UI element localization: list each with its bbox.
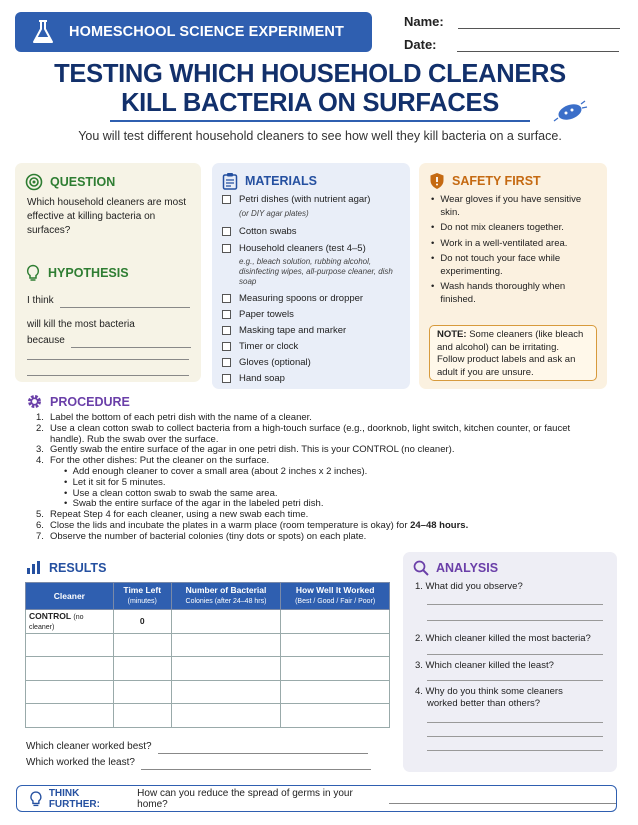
answer-line[interactable] [427,620,603,621]
hypothesis-blank-3[interactable] [27,359,189,360]
material-item[interactable] [222,373,402,385]
analysis-question-3: 3. Which cleaner killed the least? [415,660,554,671]
materials-list [222,194,402,385]
date-field[interactable] [404,37,619,52]
safety-item: • Wear gloves if you have sensitive skin. [431,194,601,219]
table-row [26,610,390,634]
note-label: NOTE: [437,329,467,340]
checkbox[interactable] [222,294,231,303]
title-underline [110,120,530,122]
best-cleaner-line[interactable] [158,743,368,754]
material-item[interactable] [222,293,402,305]
procedure-step: 4. For the other dishes: Put the cleaner on the surface. [36,455,270,467]
material-label: Petri dishes (with nutrient agar) [239,194,371,205]
safety-heading-label: SAFETY FIRST [452,174,541,188]
material-label: Gloves (optional) [239,357,311,368]
question-text: Which household cleaners are most effective at killing bacteria on surfaces? [27,197,186,236]
intro-text: You will test different household cleaners to see how well they kill bacteria on a surface. [78,129,562,143]
least-cleaner-field[interactable] [26,756,371,770]
procedure-substep: • Swab the entire surface of the agar in the labeled petri dish. [64,498,324,510]
material-label: Cotton swabs [239,226,297,237]
table-row[interactable] [26,657,390,681]
table-cell[interactable] [171,680,281,704]
question-panel [15,163,201,382]
note-text: Some cleaners (like bleach and alcohol) can be irritating. Follow product labels and ask an adult if you are unsure. [437,329,584,378]
col-header-cleaner: Cleaner [26,583,114,610]
table-cell[interactable] [281,657,390,681]
table-cell[interactable] [26,657,114,681]
bar-chart-icon [26,560,42,575]
material-label: Timer or clock [239,341,299,352]
page-title [0,60,620,118]
think-further-text: How can you reduce the spread of germs in your home? [137,787,353,810]
header-banner [15,12,372,52]
question-heading-label: QUESTION [50,175,116,189]
table-cell[interactable] [26,704,114,728]
checkbox[interactable] [222,244,231,253]
material-item[interactable] [222,325,402,337]
table-cell[interactable] [281,704,390,728]
answer-line[interactable] [427,604,603,605]
material-label: Measuring spoons or dropper [239,293,364,304]
hypothesis-line-2[interactable] [27,334,191,348]
table-cell[interactable] [113,633,171,657]
procedure-step: 6. Close the lids and incubate the plates in a warm place (room temperature is okay) for 24–48 hours. [36,519,469,531]
analysis-panel [403,552,617,772]
control-time-cell: 0 [113,610,171,634]
safety-heading [429,172,541,190]
lightbulb-icon [29,791,43,807]
material-item[interactable] [222,243,402,287]
date-label: Date: [404,37,437,52]
procedure-substep: • Add enough cleaner to cover a small area (about 2 inches x 2 inches). [64,465,368,477]
analysis-heading [413,560,498,576]
hypothesis-heading [25,264,129,282]
analysis-question-2: 2. Which cleaner killed the most bacteria? [415,633,591,644]
checkbox[interactable] [222,358,231,367]
table-cell[interactable] [281,633,390,657]
lightbulb-icon [25,264,41,282]
material-label: Paper towels [239,309,294,320]
will-kill-label: will kill the most bacteria [27,319,135,330]
shield-icon [429,172,445,190]
checkbox[interactable] [222,195,231,204]
table-cell[interactable] [281,680,390,704]
checkbox[interactable] [222,342,231,351]
checkbox[interactable] [222,326,231,335]
table-row[interactable] [26,680,390,704]
table-cell[interactable] [281,610,390,634]
safety-list [431,194,601,306]
material-label: Masking tape and marker [239,325,347,336]
target-icon [25,173,43,191]
procedure-heading-label: PROCEDURE [50,394,130,409]
think-further-box [16,785,617,812]
gear-icon [26,393,43,410]
answer-line[interactable] [427,736,603,737]
hypothesis-line-1[interactable] [27,294,190,308]
table-cell[interactable] [113,704,171,728]
materials-heading [222,172,317,190]
hypothesis-heading-label: HYPOTHESIS [48,266,129,280]
clipboard-icon [222,172,238,190]
name-label: Name: [404,14,444,29]
date-line[interactable] [457,40,619,52]
table-header-row [26,583,390,610]
material-item[interactable] [222,309,402,321]
material-label: Hand soap [239,373,285,384]
procedure-step: 2. Use a clean cotton swab to collect bacteria from a high-touch surface (e.g., doorknob, light switch, kitchen counter, or faucet handle). Rub the swab over the surface. [36,422,571,445]
analysis-question-4: 4. Why do you think some cleaners worked better than others? [415,686,563,709]
material-label: Household cleaners (test 4–5) [239,243,366,254]
col-header-time: Time Left (minutes) [113,583,171,610]
procedure-steps [36,413,596,543]
table-cell[interactable] [171,704,281,728]
materials-panel [212,163,410,389]
analysis-heading-label: ANALYSIS [436,561,499,575]
results-table [25,582,390,728]
control-cell: CONTROL (no cleaner) [26,610,114,634]
checkbox[interactable] [222,227,231,236]
table-cell[interactable] [171,657,281,681]
name-field[interactable] [404,14,620,29]
question-heading [25,173,115,191]
table-cell[interactable] [113,657,171,681]
table-cell[interactable] [171,610,281,634]
material-note: (or DIY agar plates) [239,209,309,218]
answer-line[interactable] [427,750,603,751]
answer-line[interactable] [427,654,603,655]
best-cleaner-field[interactable] [26,740,368,754]
col-header-rating: How Well It Worked (Best / Good / Fair / Poor) [281,583,390,610]
magnifier-icon [413,560,429,576]
procedure-heading [26,393,130,410]
results-heading-label: RESULTS [49,560,107,575]
material-note: e.g., bleach solution, rubbing alcohol, disinfecting wipes, all-purpose cleaner, dish soap [239,257,393,286]
hypothesis-blank-1[interactable] [60,297,190,308]
table-cell[interactable] [113,680,171,704]
safety-item: • Do not mix cleaners together. [431,222,601,235]
safety-item: • Do not touch your face while experimenting. [431,253,601,278]
procedure-substep: • Let it sit for 5 minutes. [64,476,166,488]
safety-note [429,325,597,381]
material-item[interactable] [222,226,402,238]
procedure-step: 7. Observe the number of bacterial colonies (tiny dots or spots) on each plate. [36,530,367,542]
least-cleaner-line[interactable] [141,759,371,770]
materials-heading-label: MATERIALS [245,174,317,188]
banner-title: HOMESCHOOL SCIENCE EXPERIMENT [69,24,344,40]
table-row[interactable] [26,704,390,728]
material-item[interactable] [222,341,402,353]
checkbox[interactable] [222,310,231,319]
hypothesis-blank-4[interactable] [27,375,189,376]
bacteria-icon [552,98,588,124]
procedure-step: 1. Label the bottom of each petri dish with the name of a cleaner. [36,412,312,423]
flask-icon [29,18,57,46]
procedure-substep: • Use a clean cotton swab to swab the same area. [64,487,278,499]
material-item[interactable] [222,357,402,369]
safety-item: • Work in a well-ventilated area. [431,238,601,251]
answer-line[interactable] [427,680,603,681]
safety-item: • Wash hands thoroughly when finished. [431,281,601,306]
best-cleaner-label: Which cleaner worked best? [26,741,152,752]
table-cell[interactable] [26,633,114,657]
analysis-question-1: 1. What did you observe? [415,581,523,592]
name-line[interactable] [458,17,620,29]
because-label: because [27,335,65,346]
table-cell[interactable] [26,680,114,704]
title-line-2: KILL BACTERIA ON SURFACES [121,89,499,117]
procedure-step: 3. Gently swab the entire surface of the agar in one petri dish. This is your CONTROL (no cleaner). [36,444,455,456]
title-line-1: TESTING WHICH HOUSEHOLD CLEANERS [54,60,566,88]
think-further-label: THINK FURTHER: [48,787,100,810]
table-cell[interactable] [171,633,281,657]
think-further-line[interactable] [389,793,616,804]
col-header-colonies: Number of Bacterial Colonies (after 24–48 hrs) [171,583,281,610]
table-row[interactable] [26,633,390,657]
checkbox[interactable] [222,374,231,383]
material-item[interactable] [222,194,402,223]
i-think-label: I think [27,295,54,306]
procedure-step: 5. Repeat Step 4 for each cleaner, using a new swab each time. [36,509,309,521]
answer-line[interactable] [427,722,603,723]
results-heading [26,560,106,575]
least-cleaner-label: Which worked the least? [26,757,135,768]
hypothesis-blank-2[interactable] [71,337,191,348]
